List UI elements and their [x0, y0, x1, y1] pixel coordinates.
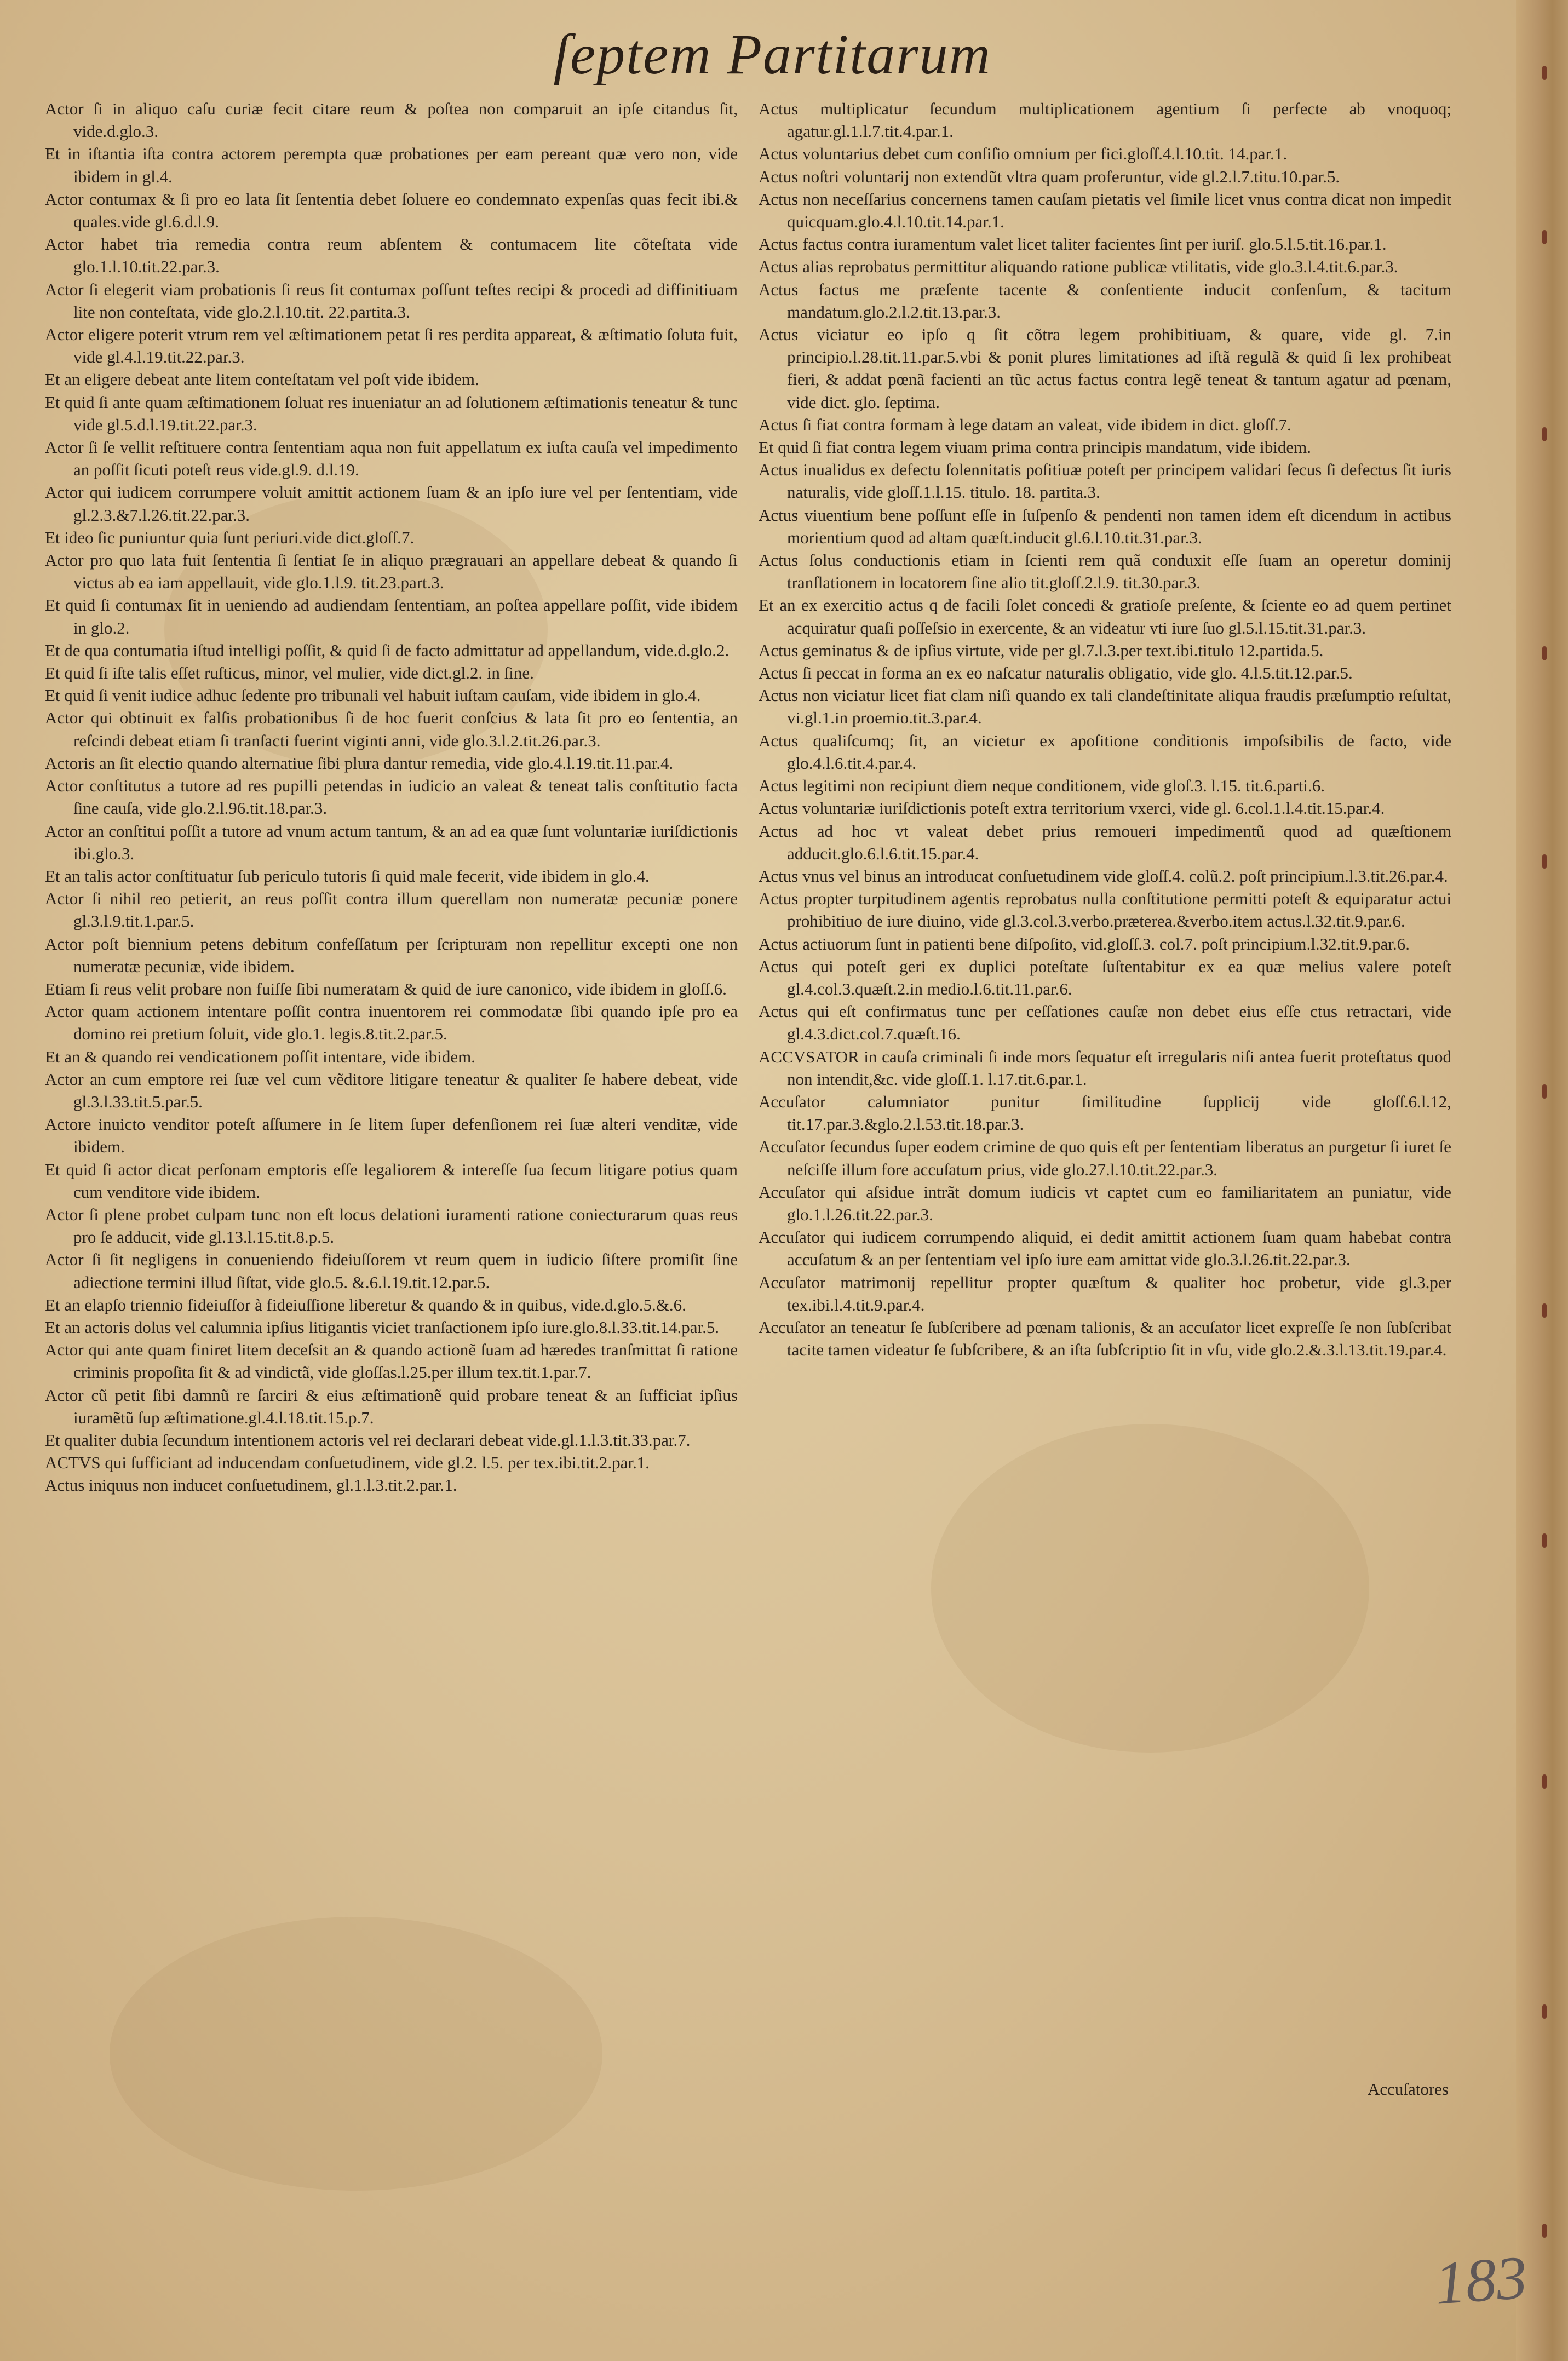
index-entry: Et an elapſo triennio fideiuſſor à fideiuſſione liberetur & quando & in quibus, vide.d.glo.5.&.6. [45, 1295, 686, 1314]
index-entry: Actus non viciatur licet fiat clam niſi quando ex tali clandeſtinitate aliqua fraudis præſumptio reſultat, vi.gl.1.in proemio.tit.3.par.4. [759, 686, 1451, 728]
index-entry: Actus vnus vel binus an introducat conſuetudinem vide gloſſ.4. colũ.2. poſt principium.l.3.tit.26.par.4. [759, 866, 1448, 886]
index-entry: Actus ſolus conductionis etiam in ſcienti rem quã conduxit eſſe ſuam an operetur dominij tranſlationem in locatorem ſine alio tit.gloſſ.2.l.9. tit.30.par.3. [759, 550, 1451, 593]
index-entry: Actor habet tria remedia contra reum abſentem & contumacem lite cõteſtata vide glo.1.l.10.tit.22.par.3. [45, 234, 738, 277]
index-entry: Actus propter turpitudinem agentis reprobatus nulla conſtitutione permitti poteſt & equiparatur actui prohibitiuo de iure diuino, vide gl.3.col.3.verbo.præterea.&verbo.item actus.l.32.tit.9.par.6. [759, 889, 1451, 931]
wormhole-mark [1542, 1303, 1547, 1318]
wormhole-mark [1542, 66, 1547, 80]
index-entry: Et quid ſi ante quam æſtimationem ſoluat res inueniatur an ad ſolutionem æſtimationis teneatur & tunc vide gl.5.d.l.19.tit.22.par.3. [45, 392, 738, 434]
paper-stain [110, 1917, 602, 2191]
folio-number: 183 [1432, 2243, 1530, 2318]
index-entry: Actus alias reprobatus permittitur aliquando ratione publicæ vtilitatis, vide glo.3.l.4.tit.6.par.3. [759, 257, 1398, 277]
index-entry: Et an ex exercitio actus q de facili ſolet concedi & gratioſe preſente, & ſciente eo ad quem pertinet acquiratur quaſi poſſeſsio in exercente, & an videatur vti iure ſuo gl.5.l.15.tit.31.par.3. [759, 595, 1451, 637]
index-entry: Et an & quando rei vendicationem poſſit intentare, vide ibidem. [45, 1047, 475, 1066]
index-entry: Actus viuentium bene poſſunt eſſe in ſuſpenſo & pendenti non tamen idem eſt dicendum in actibus morientium quod ad altam quæſt.inducit gl.6.l.10.tit.31.par.3. [759, 505, 1451, 547]
wormhole-mark [1542, 230, 1547, 244]
index-entry: Etiam ſi reus velit probare non fuiſſe ſibi numeratam & quid de iure canonico, vide ibidem in gloſſ.6. [45, 979, 727, 998]
index-entry: Accuſator qui iudicem corrumpendo aliquid, ei dedit amittit actionem ſuam quam habebat contra accuſatum & an per ſententiam vel ipſo iure eam amittat vide glo.3.l.26.tit.22.par.3. [759, 1227, 1451, 1269]
index-entry: Actus viciatur eo ipſo q ſit cõtra legem prohibitiuam, & quare, vide gl. 7.in principio.l.28.tit.11.par.5.vbi & ponit plures limitationes ad iſtã regulã & quid ſi lex prohibeat fieri, & addat pœnã facienti an tũc actus factus contra legẽ teneat & tantum agatur ad pœnam, vide dict. glo. ſeptima. [759, 325, 1451, 412]
index-entry: Actus factus me præſente tacente & conſentiente inducit conſenſum, & tacitum mandatum.glo.2.l.2.tit.13.par.3. [759, 279, 1451, 321]
paper-stain [931, 1424, 1369, 1753]
index-entry: Actus ſi fiat contra formam à lege datam an valeat, vide ibidem in dict. gloſſ.7. [759, 415, 1291, 434]
index-entry: Et ideo ſic puniuntur quia ſunt periuri.vide dict.gloſſ.7. [45, 527, 415, 547]
index-entry: Et quid ſi actor dicat perſonam emptoris eſſe legaliorem & intereſſe ſua ſecum litigare potius quam cum venditore vide ibidem. [45, 1159, 738, 1202]
index-entry: Accuſator calumniator punitur ſimilitudine ſupplicij vide gloſſ.6.l.12, tit.17.par.3.&glo.2.l.53.tit.18.par.3. [759, 1092, 1451, 1134]
index-entry: Accuſator ſecundus ſuper eodem crimine de quo quis eſt per ſententiam liberatus an purgetur ſi iuret ſe neſciſſe illum fore accuſatum prius, vide glo.27.l.10.tit.22.par.3. [759, 1137, 1451, 1179]
index-entry: Actus multiplicatur ſecundum multiplicationem agentium ſi perfecte ab vnoquoq; agatur.gl.1.l.7.tit.4.par.1. [759, 99, 1451, 141]
index-entry: Actor poſt biennium petens debitum confeſſatum per ſcripturam non repellitur excepti one non numeratæ pecuniæ, vide ibidem. [45, 934, 738, 976]
index-entry: Actor ſi plene probet culpam tunc non eſt locus delationi iuramenti ratione coniecturarum quas reus pro ſe adducit, vide gl.13.l.15.tit.8.p.5. [45, 1204, 738, 1247]
index-entry: Et in iſtantia iſta contra actorem perempta quæ probationes per eam pereant quæ vero non, vide ibidem in gl.4. [45, 144, 738, 186]
index-entry: Actus ſi peccat in forma an ex eo naſcatur naturalis obligatio, vide glo. 4.l.5.tit.12.par.5. [759, 663, 1353, 683]
index-entry: Et quid ſi venit iudice adhuc ſedente pro tribunali vel habuit iuſtam cauſam, vide ibidem in glo.4. [45, 686, 701, 705]
index-entry: Actus legitimi non recipiunt diem neque conditionem, vide gloſ.3. l.15. tit.6.parti.6. [759, 776, 1325, 796]
index-entry: Actus ad hoc vt valeat debet prius remoueri impedimentũ quod ad quæſtionem adducit.glo.6.l.6.tit.15.par.4. [759, 821, 1451, 863]
index-entry: Et quid ſi contumax ſit in ueniendo ad audiendam ſententiam, an poſtea appellare poſſit, vide ibidem in glo.2. [45, 595, 738, 637]
index-entry: Et quid ſi iſte talis eſſet ruſticus, minor, vel mulier, vide dict.gl.2. in ſine. [45, 663, 534, 683]
wormhole-mark [1542, 1533, 1547, 1548]
index-entry: Et quid ſi fiat contra legem viuam prima contra principis mandatum, vide ibidem. [759, 438, 1311, 457]
index-entry: Actus noſtri voluntarij non extendũt vltra quam proferuntur, vide gl.2.l.7.titu.10.par.5. [759, 166, 1340, 186]
index-entry: Et an talis actor conſtituatur ſub periculo tutoris ſi quid male fecerit, vide ibidem in glo.4. [45, 866, 650, 886]
index-entry: Actor quam actionem intentare poſſit contra inuentorem rei commodatæ ſibi quando ipſe pro ea domino rei pretium ſoluit, vide glo.1. legis.8.tit.2.par.5. [45, 1002, 738, 1044]
index-entry: Actor ſi elegerit viam probationis ſi reus ſit contumax poſſunt teſtes recipi & procedi ad diffinitiuam lite non conteſtata, vide glo.2.l.10.tit. 22.partita.3. [45, 279, 738, 321]
wormhole-mark [1542, 854, 1547, 869]
wormhole-mark [1542, 2224, 1547, 2238]
index-entry: Actor qui ante quam finiret litem deceſsit an & quando actionẽ ſuam ad hæredes tranſmittat ſi ratione criminis propoſita ſit & ad vindictã, vide gloſſas.l.25.per illum tex.tit.1.par.7. [45, 1340, 738, 1382]
index-entry: Actor cũ petit ſibi damnũ re ſarciri & eius æſtimationẽ quid probare teneat & an ſufficiat ipſius iuramẽtũ ſup æſtimatione.gl.4.l.18.tit.15.p.7. [45, 1385, 738, 1427]
index-entry: Actor qui iudicem corrumpere voluit amittit actionem ſuam & an ipſo iure vel per ſententiam, vide gl.2.3.&7.l.26.tit.22.par.3. [45, 482, 738, 525]
index-entry: Actus non neceſſarius concernens tamen cauſam pietatis vel ſimile licet vnus contra dicat non impedit quicquam.glo.4.l.10.tit.14.par.1. [759, 189, 1451, 232]
index-column-left [45, 97, 738, 1497]
index-entry: Actor pro quo lata fuit ſententia ſi ſentiat ſe in aliquo prægrauari an appellare debeat & quando ſi victus ab ea iam appellauit, vide glo.1.l.9. tit.23.part.3. [45, 550, 738, 593]
index-entry: Accuſator an teneatur ſe ſubſcribere ad pœnam talionis, & an accuſator licet expreſſe ſe non ſubſcribat tacite tamen videatur ſe ſubſcribere, & an iſta ſubſcriptio ſit in vſu, vide glo.2.&.3.l.13.tit.19.par.4. [759, 1317, 1451, 1360]
index-entry: Actoris an ſit electio quando alternatiue ſibi plura dantur remedia, vide glo.4.l.19.tit.11.par.4. [45, 753, 674, 773]
index-entry: Actor qui obtinuit ex falſis probationibus ſi de hoc fuerit conſcius & lata ſit pro eo ſententia, an reſcindi debeat etiam ſi tranſacti fuerint viginti anni, vide glo.3.l.2.tit.26.par.3. [45, 708, 738, 750]
index-entry: Accuſator matrimonij repellitur propter quæſtum & qualiter hoc probetur, vide gl.3.per tex.ibi.l.4.tit.9.par.4. [759, 1272, 1451, 1314]
index-entry: Actus qui eſt confirmatus tunc per ceſſationes cauſæ non debet eius eſſe ctus retractari, vide gl.4.3.dict.col.7.quæſt.16. [759, 1002, 1451, 1044]
page-edge-shadow [1516, 0, 1568, 2361]
index-entry: ACCVSATOR in cauſa criminali ſi inde mors ſequatur eſt irregularis niſi antea fuerit proteſtatus quod non intendit,&c. vide gloſſ.1. l.17.tit.6.par.1. [759, 1047, 1451, 1089]
wormhole-mark [1542, 427, 1547, 441]
index-entry: Actor ſi nihil reo petierit, an reus poſſit contra illum querellam non numeratæ pecuniæ ponere gl.3.l.9.tit.1.par.5. [45, 889, 738, 931]
running-head: ſeptem Partitarum [553, 23, 991, 86]
index-entry: Accuſator qui aſsidue intrãt domum iudicis vt captet cum eo familiaritatem an puniatur, vide glo.1.l.26.tit.22.par.3. [759, 1182, 1451, 1224]
index-entry: Actus voluntariæ iuriſdictionis poteſt extra territorium vxerci, vide gl. 6.col.1.l.4.tit.15.par.4. [759, 799, 1385, 818]
index-entry: Et an actoris dolus vel calumnia ipſius litigantis viciet tranſactionem ipſo iure.glo.8.l.33.tit.14.par.5. [45, 1317, 720, 1337]
index-entry: Actor contumax & ſi pro eo lata ſit ſententia debet ſoluere eo condemnato expenſas quas fecit ibi.& quales.vide gl.6.d.l.9. [45, 189, 738, 232]
index-entry: Actus iniquus non inducet conſuetudinem, gl.1.l.3.tit.2.par.1. [45, 1475, 457, 1495]
index-entry: Actus qui poteſt geri ex duplici poteſtate ſuſtentabitur ex ea quæ melius valere poteſt gl.4.col.3.quæſt.2.in medio.l.6.tit.11.par.6. [759, 956, 1451, 998]
index-entry: Actor ſi ſe vellit reſtituere contra ſententiam aqua non fuit appellatum ex iuſta cauſa vel impedimento an poſſit ſicuti poteſt reus vide.gl.9. d.l.19. [45, 438, 738, 480]
index-entry: Actor conſtitutus a tutore ad res pupilli petendas in iudicio an valeat & teneat talis conſtitutio facta ſine cauſa, vide glo.2.l.96.tit.18.par.3. [45, 776, 738, 818]
index-entry: Et de qua contumatia iſtud intelligi poſſit, & quid ſi de facto admittatur ad appellandum, vide.d.glo.2. [45, 640, 730, 660]
index-column-right [759, 97, 1451, 1361]
index-entry: Actus geminatus & de ipſius virtute, vide per gl.7.l.3.per text.ibi.titulo 12.partida.5. [759, 640, 1324, 660]
index-entry: Actus qualiſcumq; ſit, an vicietur ex apoſitione conditionis impoſsibilis de facto, vide glo.4.l.6.tit.4.par.4. [759, 731, 1451, 773]
catchword: Accuſatores [1367, 2079, 1449, 2099]
index-entry: Actor eligere poterit vtrum rem vel æſtimationem petat ſi res perdita appareat, & æſtimatio ſoluta fuit, vide gl.4.l.19.tit.22.par.3. [45, 325, 738, 367]
index-entry: Actor an cum emptore rei ſuæ vel cum vẽditore litigare teneatur & qualiter ſe habere debeat, vide gl.3.l.33.tit.5.par.5. [45, 1069, 738, 1111]
wormhole-mark [1542, 1084, 1547, 1099]
wormhole-mark [1542, 2004, 1547, 2019]
index-entry: Et an eligere debeat ante litem conteſtatam vel poſt vide ibidem. [45, 370, 479, 389]
index-entry: Actus inualidus ex defectu ſolennitatis poſitiuæ poteſt per principem validari ſecus ſi defectus ſit iuris naturalis, vide gloſſ.1.l.15. titulo. 18. partita.3. [759, 460, 1451, 502]
wormhole-mark [1542, 646, 1547, 660]
index-entry: Actor an conſtitui poſſit a tutore ad vnum actum tantum, & an ad ea quæ ſunt voluntariæ iuriſdictionis ibi.glo.3. [45, 821, 738, 863]
index-entry: Actor ſi ſit negligens in conueniendo fideiuſſorem vt reum quem in iudicio ſiſtere promiſit ſine adiectione termini illud ſiſtat, vide glo.5. &.6.l.19.tit.12.par.5. [45, 1250, 738, 1292]
index-entry: Actor ſi in aliquo caſu curiæ fecit citare reum & poſtea non comparuit an ipſe citandus ſit, vide.d.glo.3. [45, 99, 738, 141]
index-entry: Actus voluntarius debet cum conſiſio omnium per fici.gloſſ.4.l.10.tit. 14.par.1. [759, 144, 1288, 164]
index-entry: Actus factus contra iuramentum valet licet taliter facientes ſint per iuriſ. glo.5.l.5.tit.16.par.1. [759, 234, 1387, 254]
index-entry: Actus actiuorum ſunt in patienti bene diſpoſito, vid.gloſſ.3. col.7. poſt principium.l.32.tit.9.par.6. [759, 934, 1410, 953]
index-entry: ACTVS qui ſufficiant ad inducendam conſuetudinem, vide gl.2. l.5. per tex.ibi.tit.2.par.1. [45, 1453, 650, 1473]
wormhole-mark [1542, 1774, 1547, 1789]
index-entry: Actore inuicto venditor poteſt aſſumere in ſe litem ſuper defenſionem rei ſuæ alteri venditæ, vide ibidem. [45, 1115, 738, 1157]
index-entry: Et qualiter dubia ſecundum intentionem actoris vel rei declarari debeat vide.gl.1.l.3.tit.33.par.7. [45, 1430, 691, 1450]
